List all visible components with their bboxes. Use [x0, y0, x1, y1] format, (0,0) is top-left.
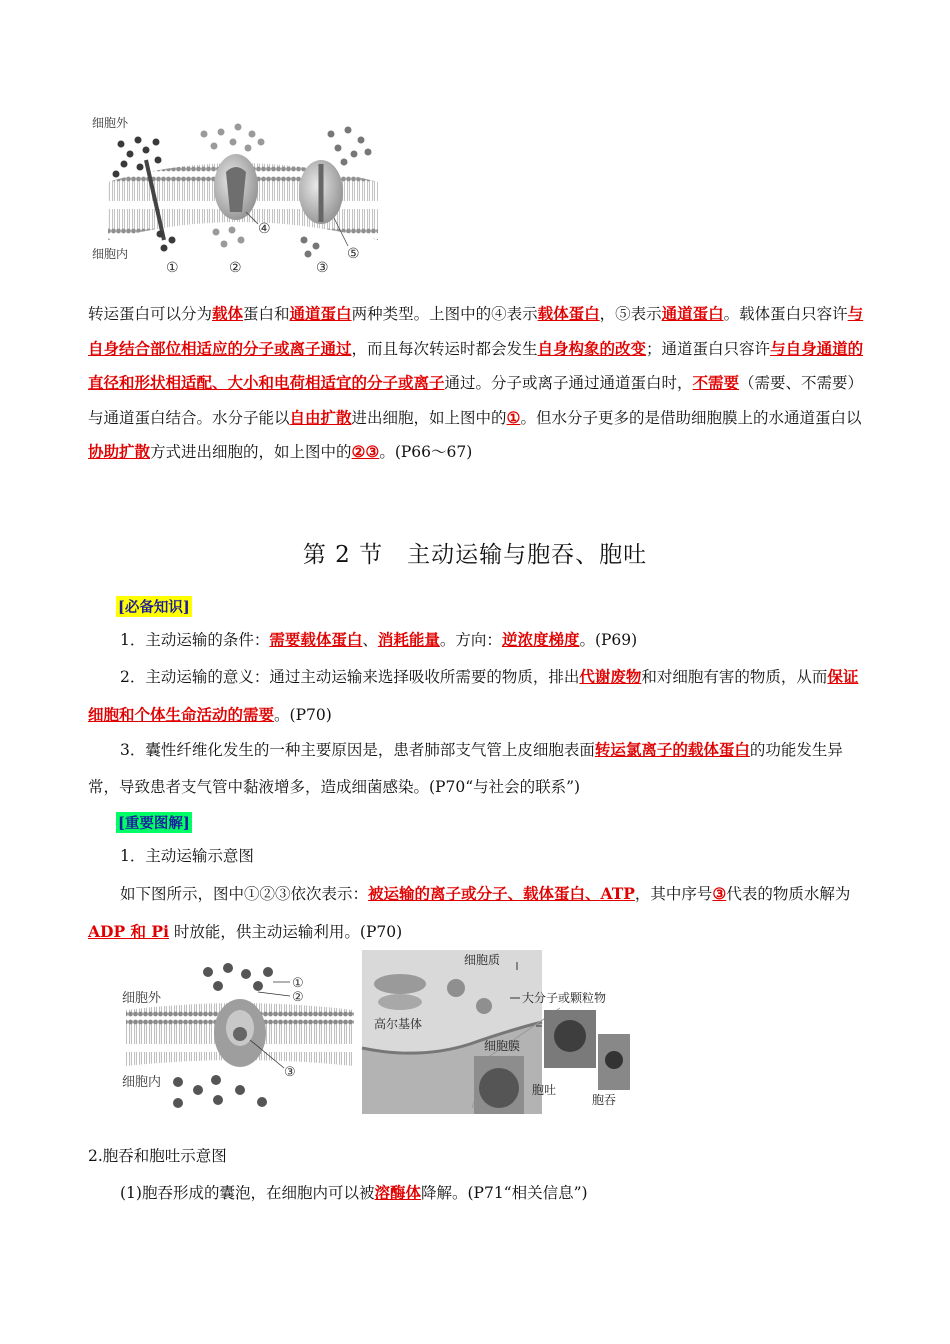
- text: 。(P66～67): [379, 443, 473, 461]
- answer: 通道蛋白: [289, 304, 352, 323]
- answer: 转运氯离子的载体蛋白: [594, 740, 750, 759]
- endocytosis-label: 胞吞: [592, 1093, 617, 1107]
- answer: ③: [712, 884, 727, 903]
- label-1: ①: [292, 976, 304, 991]
- text: ，其中序号: [634, 885, 713, 903]
- answer: 消耗能量: [377, 630, 440, 649]
- answer: 协助扩散: [88, 442, 151, 461]
- important-diagram-tag: [重要图解]: [116, 812, 192, 833]
- answer: 不需要: [692, 373, 740, 392]
- diagram-heading-2: 2.胞吞和胞吐示意图: [88, 1147, 227, 1165]
- label-4: ④: [258, 221, 271, 237]
- text: 和对细胞有害的物质，从而: [641, 668, 828, 686]
- text: 。但水分子更多的是借助细胞膜上的水通道蛋白以: [520, 408, 862, 427]
- diagram-heading-1: 1．主动运输示意图: [120, 847, 254, 865]
- knowledge-item-3: [88, 731, 868, 806]
- exocytosis-label: 胞吐: [532, 1083, 557, 1097]
- cytoplasm-label: 细胞质: [464, 953, 501, 967]
- answer: 溶酶体: [374, 1183, 421, 1202]
- knowledge-item-2: [88, 658, 868, 734]
- text: ；通道蛋白只容许: [646, 339, 771, 358]
- membrane-transport-figure: [86, 112, 386, 282]
- answer: 逆浓度梯度: [501, 630, 580, 649]
- section-title: 第 2 节 主动运输与胞吞、胞吐: [302, 542, 648, 568]
- active-transport-figure: [118, 958, 358, 1120]
- answer: 载体蛋白: [537, 304, 600, 323]
- answer: 自由扩散: [289, 407, 352, 427]
- label-3: ③: [316, 260, 329, 276]
- answer: ②③: [351, 442, 380, 461]
- text: 的功能发生异常，导致患者支气管中黏液增多，造成细菌感染。(P70“与社会的联系”): [88, 741, 843, 796]
- answer: 代谢废物: [579, 667, 642, 686]
- text: 两种类型。上图中的④表示: [351, 305, 538, 323]
- label-2: ②: [229, 260, 242, 276]
- answer: 自身构象的改变: [537, 338, 647, 358]
- inside-label: 细胞内: [92, 247, 129, 261]
- inside-label: 细胞内: [122, 1075, 162, 1090]
- answer: 载体: [212, 304, 244, 323]
- text: 转运蛋白可以分为: [88, 305, 213, 323]
- text: （需要、不需要）与通道蛋白结合。水分子能以: [88, 374, 864, 427]
- text: 1．主动运输的条件：: [120, 631, 270, 649]
- text: 、: [362, 631, 378, 649]
- text: 。(P70): [274, 706, 332, 724]
- golgi-label: 高尔基体: [374, 1017, 423, 1031]
- text: 。方向：: [439, 631, 502, 649]
- diagram-description: [88, 875, 868, 951]
- text: (1)胞吞形成的囊泡，在细胞内可以被: [120, 1184, 375, 1202]
- text: 蛋白和: [243, 305, 290, 323]
- text: ，⑤表示: [599, 305, 662, 323]
- label-3: ③: [284, 1065, 296, 1080]
- label-1: ①: [166, 260, 179, 276]
- text: 2．主动运输的意义：通过主动运输来选择吸收所需要的物质，排出: [120, 668, 580, 686]
- text: 通过。分子或离子通过通道蛋白时，: [444, 374, 693, 392]
- label-2: ②: [292, 990, 304, 1005]
- answer: 被运输的离子或分子、载体蛋白、ATP: [368, 884, 635, 903]
- answer: 与自身结合部位相适应的分子或离子通过: [88, 304, 864, 358]
- endocytosis-exocytosis-figure: [360, 948, 640, 1124]
- answer: 保证细胞和个体生命活动的需要: [88, 667, 859, 724]
- answer: 需要载体蛋白: [269, 630, 363, 649]
- endocytosis-note: [88, 1174, 868, 1212]
- text: 降解。(P71“相关信息”): [420, 1184, 588, 1202]
- text: 如下图所示，图中①②③依次表示：: [120, 885, 369, 903]
- outside-label: 细胞外: [122, 991, 162, 1006]
- answer: 通道蛋白: [661, 304, 724, 323]
- required-knowledge-tag: [必备知识]: [116, 596, 192, 617]
- text: 。载体蛋白只容许: [723, 305, 848, 323]
- answer: 与自身通道的直径和形状相适配、大小和电荷相适宜的分子或离子: [88, 338, 864, 392]
- outside-label: 细胞外: [92, 116, 129, 130]
- text: 方式进出细胞的，如上图中的: [150, 443, 352, 461]
- text: 。(P69): [579, 631, 638, 649]
- macromolecule-label: 大分子或颗粒物: [522, 991, 607, 1005]
- answer: ADP 和 Pi: [88, 922, 169, 941]
- knowledge-item-1: [88, 621, 868, 659]
- label-5: ⑤: [347, 246, 360, 262]
- text: 进出细胞，如上图中的: [351, 408, 507, 427]
- answer: ①: [506, 407, 521, 427]
- membrane-label: 细胞膜: [484, 1039, 521, 1053]
- text: 时放能，供主动运输利用。(P70): [168, 923, 403, 941]
- text: ，而且每次转运时都会发生: [351, 339, 538, 358]
- text: 代表的物质水解为: [726, 885, 851, 903]
- text: 3．囊性纤维化发生的一种主要原因是，患者肺部支气管上皮细胞表面: [120, 741, 595, 759]
- transport-protein-paragraph: [88, 297, 868, 470]
